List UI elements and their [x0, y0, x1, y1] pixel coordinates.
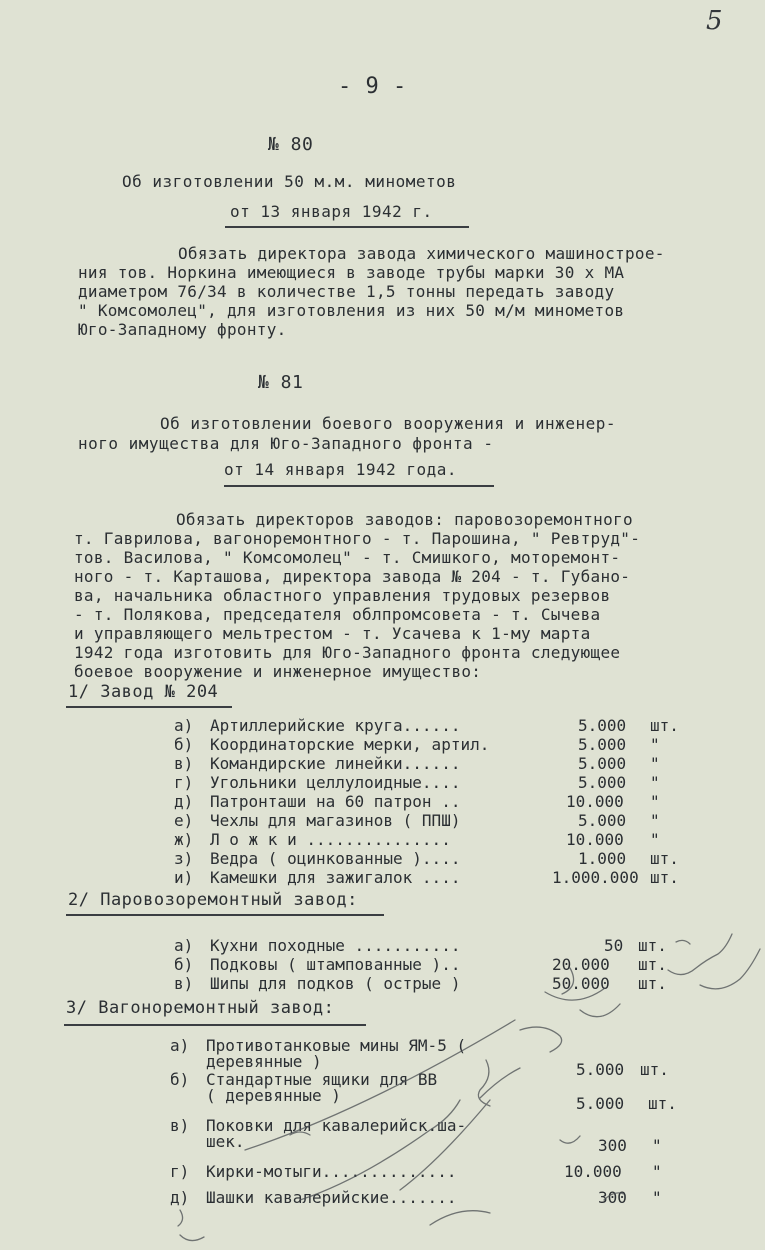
corner-page-mark: 5: [706, 6, 723, 36]
section-3-title: 3/ Вагоноремонтный завод:: [66, 998, 335, 1018]
order-80-line: ния тов. Норкина имеющиеся в заводе трубы марки 30 х МА: [78, 263, 625, 282]
list-item: [0, 754, 765, 774]
item-name: Противотанковые мины ЯМ-5 (: [206, 1036, 467, 1055]
list-item: [0, 955, 765, 975]
page-number: - 9 -: [338, 74, 407, 99]
item-name: Командирские линейки......: [210, 754, 461, 773]
list-item-quantity: [0, 1136, 765, 1156]
order-80-number: № 80: [268, 134, 314, 155]
item-unit: ": [650, 811, 660, 830]
item-qty: 300: [598, 1188, 627, 1207]
item-qty: 5.000: [578, 716, 627, 735]
item-name: Шипы для подков ( острые ): [210, 974, 461, 993]
order-81-line: тов. Василова, " Комсомолец" - т. Смишкого, моторемонт-: [74, 548, 621, 567]
item-name: Камешки для зажигалок ....: [210, 868, 461, 887]
item-name: Чехлы для магазинов ( ППШ): [210, 811, 461, 830]
item-qty: 5.000: [578, 735, 627, 754]
order-80-line: " Комсомолец", для изготовления из них 50 м/м минометов: [78, 301, 625, 320]
item-name: Артиллерийские круга......: [210, 716, 461, 735]
item-name: Кухни походные ...........: [210, 936, 461, 955]
item-qty: 5.000: [578, 754, 627, 773]
order-81-title-line2: ного имущества для Юго-Западного фронта -: [78, 434, 494, 453]
order-81-date: от 14 января 1942 года.: [224, 460, 458, 479]
item-letter: в): [174, 754, 194, 773]
order-81-line: ного - т. Карташова, директора завода № 204 - т. Губано-: [74, 567, 631, 586]
item-qty: 300: [598, 1136, 627, 1155]
item-unit: ": [652, 1162, 662, 1181]
item-name-continued: шек.: [206, 1132, 245, 1151]
list-item: [0, 830, 765, 850]
order-81-line: боевое вооружение и инженерное имущество:: [74, 662, 482, 681]
section-1-title: 1/ Завод № 204: [68, 682, 219, 702]
item-name: Подковы ( штампованные )..: [210, 955, 461, 974]
item-name: Ведра ( оцинкованные )....: [210, 849, 461, 868]
order-81-line: ва, начальника областного управления трудовых резервов: [74, 586, 611, 605]
list-item: [0, 811, 765, 831]
order-81-title-line1: Об изготовлении боевого вооружения и инженер-: [160, 414, 616, 433]
item-qty: 1.000: [578, 849, 627, 868]
order-80-date: от 13 января 1942 г.: [230, 202, 433, 221]
item-qty: 10.000: [564, 1162, 622, 1181]
section-3-underline: [64, 1024, 366, 1026]
item-name-continued: деревянные ): [206, 1052, 322, 1071]
item-letter: в): [174, 974, 194, 993]
item-letter: г): [174, 773, 194, 792]
item-letter: а): [170, 1036, 190, 1055]
item-unit: ": [650, 792, 660, 811]
item-qty: 50: [604, 936, 624, 955]
item-qty: 5.000: [578, 773, 627, 792]
item-qty: 10.000: [566, 792, 624, 811]
item-letter: а): [174, 936, 194, 955]
item-unit: ": [652, 1188, 662, 1207]
order-80-underline: [225, 226, 469, 228]
section-1-underline: [66, 706, 232, 708]
item-letter: е): [174, 811, 194, 830]
order-81-line: 1942 года изготовить для Юго-Западного фронта следующее: [74, 643, 621, 662]
item-name: Поковки для кавалерийск.ша-: [206, 1116, 467, 1135]
item-unit: шт.: [638, 955, 667, 974]
order-80-line: Юго-Западному фронту.: [78, 320, 287, 339]
item-qty: 50.000: [552, 974, 610, 993]
item-unit: шт.: [640, 1060, 669, 1079]
item-unit: ": [650, 830, 660, 849]
list-item: [0, 868, 765, 888]
item-unit: ": [652, 1136, 662, 1155]
item-name: Координаторские мерки, артил.: [210, 735, 490, 754]
section-2-title: 2/ Паровозоремонтный завод:: [68, 890, 358, 910]
item-qty: 10.000: [566, 830, 624, 849]
order-81-line: и управляющего мельтрестом - т. Усачева к 1-му марта: [74, 624, 591, 643]
item-name: Стандартные ящики для ВВ: [206, 1070, 438, 1089]
item-name: Угольники целлулоидные....: [210, 773, 461, 792]
item-unit: шт.: [638, 974, 667, 993]
item-unit: шт.: [638, 936, 667, 955]
item-letter: и): [174, 868, 194, 887]
list-item: [0, 974, 765, 994]
list-item: [0, 849, 765, 869]
item-qty: 5.000: [578, 811, 627, 830]
order-81-underline: [224, 485, 494, 487]
item-letter: д): [170, 1188, 190, 1207]
item-letter: д): [174, 792, 194, 811]
item-qty: 5.000: [576, 1094, 625, 1113]
list-item: [0, 716, 765, 736]
list-item-quantity: [0, 1094, 765, 1114]
item-qty: 20.000: [552, 955, 610, 974]
list-item: [0, 1188, 765, 1208]
item-letter: ж): [174, 830, 194, 849]
list-item: [0, 735, 765, 755]
item-letter: г): [170, 1162, 190, 1181]
item-unit: ": [650, 754, 660, 773]
item-unit: шт.: [648, 1094, 677, 1113]
item-unit: шт.: [650, 849, 679, 868]
order-80-line: Обязать директора завода химического машинострое-: [178, 244, 665, 263]
item-letter: б): [174, 735, 194, 754]
list-item: [0, 773, 765, 793]
list-item: [0, 936, 765, 956]
list-item: [0, 792, 765, 812]
order-81-number: № 81: [258, 372, 304, 393]
item-name: Патронташи на 60 патрон ..: [210, 792, 461, 811]
item-qty: 1.000.000: [552, 868, 639, 887]
order-81-line: т. Гаврилова, вагоноремонтного - т. Парошина, " Ревтруд"-: [74, 529, 641, 548]
item-name: Шашки кавалерийские.......: [206, 1188, 457, 1207]
item-name: Л о ж к и ...............: [210, 830, 451, 849]
order-80-line: диаметром 76/34 в количестве 1,5 тонны передать заводу: [78, 282, 615, 301]
item-unit: ": [650, 735, 660, 754]
item-letter: з): [174, 849, 194, 868]
order-81-line: - т. Полякова, председателя облпромсовета - т. Сычева: [74, 605, 601, 624]
order-81-line: Обязать директоров заводов: паровозоремонтного: [176, 510, 633, 529]
order-80-title: Об изготовлении 50 м.м. минометов: [122, 172, 457, 191]
item-name: Кирки-мотыги..............: [206, 1162, 457, 1181]
item-letter: б): [174, 955, 194, 974]
item-letter: а): [174, 716, 194, 735]
item-letter: в): [170, 1116, 190, 1135]
item-unit: шт.: [650, 716, 679, 735]
item-letter: б): [170, 1070, 190, 1089]
item-qty: 5.000: [576, 1060, 625, 1079]
item-name-continued: ( деревянные ): [206, 1086, 341, 1105]
item-unit: ": [650, 773, 660, 792]
item-unit: шт.: [650, 868, 679, 887]
section-2-underline: [66, 914, 384, 916]
list-item: [0, 1162, 765, 1182]
